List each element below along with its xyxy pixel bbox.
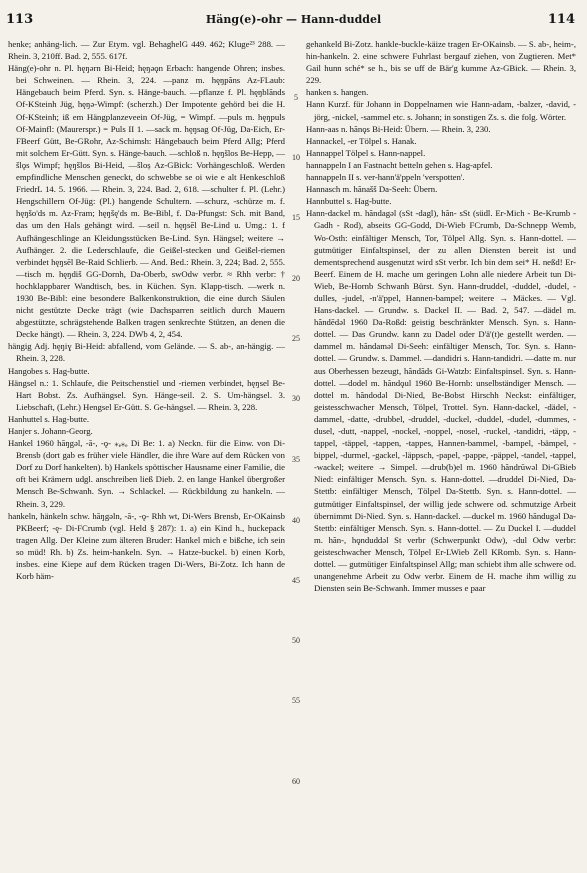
- page-number-left: 113: [6, 12, 34, 27]
- entry-paragraph: Hann-dackel m. hãndagǝl (sSt -dagl), hãn- sSt (südl. Er-Mich - Be-Krumb - Gadh - Rod), abseits GG-Godd, Di-Wieb FCrumb, Da-Schnepp Wemb, Wo-Osth: einfältiger Mensch, Tor, Tölpel Allg. Syn. s. Hann-dottel. — gutmütiger Einfaltspinsel, der zu allen Diensten bereit ist und dementsprechend ausgenutzt wird sSt verbr. Ich bin dem sei* H. neßd! Er-Beerf. Einem de H. mache um geringen Lohn alle niedere Arbeit tun Di-Wieb, Be-Hornb Schwanh Bürst. Syn. Hann-druddel, -duddel, -dudel, -dulles, -judel, -n'ä'ppel, Hannen-bampel; weitere → Mäckes. — Vgl. Hans-dackel. — Grundw. s. Dackel II. — Bad. 2, 547. —dädel m. hãndēdǝl 1960 Da-Roßd: geistig beschränkter Mensch. Syn. s. Hann-dottel. — Das Grundw. kann zu Dadel oder D'ä'(t)e gestellt werden. —dammel m. hãndamǝl Di-Seeh: einfältiger Mensch, Tor. Syn. s. Hann-dottel. — Grundw. s. Dammel. —dandidri s. Hann-tandidri. —datte m. nur aus Oberhessen bezeugt, hãndãds Gi-Watzb: Einfaltspinsel. Syn. s. Hann-dottel. —dodel m. hãndǫul 1960 Be-Hornb: unselbständiger Mensch. —dottel m. hãndodǝl Di-Nied, Be-Bobst Hirschh Neckst: einfältiger, geistesschwacher Mensch, Tölpel, Trottel. Syn. Hann-dackel, -dädel, -dammel, -datte, -drubbel, -druddel, -duckel, -duddel, -dudel, -dummes, -dusel, -dutt, -nappel, -nockel, -noppel, -nosel, -ruckel, -tandidri, -täpp, -tappel, -täppel, -tappen, -tappes, Hannen-bammel, -bampel, -bämpel, -bippel, -durmel, -gackel, -läppsch, -papel, -pappe, -päppel, -tandel, -tappel, -wackel; weitere → Simpel. —drub(b)el m. 1960 hãndrūwǝl Di-GBieb Nied: einfältiger Mensch. Syn. s. Hann-dottel. —druddel Di-Nied, Da-Stettb: einfältiger Mensch, Tölpel Da-Stettb. Syn. s. Hann-dottel. — gutmütiger Einfaltspinsel, der willig jede schwere od. schmutzige Arbeit übernimmt Di-Nied. Syn. s. Hann-dackel. —duckel m. 1960 hãndugǝl Da-Stettb: einfältiger Mensch. Syn. s. Hann-dottel. — Zu Duckel I. —duddel m. hãn-, hǫnduddǝl St verbr (Schwerpunkt Odw), -dul Odw verbr: geisteschwacher Mensch, Tölpel Er-LWieb Zell KRomb. Syn. s. Hann-dottel. — gutmütiger Einfaltspinsel Allg; man schiebt ihm alle schwere od. unangenehme Arbeit zu Odw verbr. Einem de H. mache ihm willig zu Diensten sein Be-Schwanh. Immer musses e paar: [306, 208, 576, 594]
- line-number: 50: [292, 636, 300, 645]
- entry-paragraph: hannappeln I an Fastnacht betteln gehen s. Hag-apfel.: [306, 159, 493, 170]
- entry-paragraph: Häng(e)-ohr n. Pl. hęŋərn Bi-Heid; hęŋəǫn Erbach: hangende Ohren; insbes. bei Schweinen. — Rhein. 3, 224. —panz m. hęŋpãns Az-FLaub: Hängebauch beim Pferd. Syn. s. Hänge-bauch. —pflanze f. Pl. hęŋblãnds Of-KSteinh Jüg, hęŋə-Wimpf: (scherzh.) Der Impotente gehörd bei die H. Of-KSteinh; iß em Hängplanzeveein Of-Jüg, = Wimpf. —puls m. hęŋpuls Of-Mainfl: (Maurerspr.) = Puls II 1. —sack m. hęŋsag Of-Jüg, Da-Eich, Er-FBeerf Gütt, Be-GRohr, Az-Schimsh: Hängebauch beim Pferd Allg; Pferd mit solchem Er-Gütt. Syn. s. Hänge-bauch. —schloß n. hęŋšlos Be-Hepp, —šlǫs Wimpf; hęŋšlos Bi-Heid, —šloș Az-GBick: Vorhängeschloß. Werden empfindliche Menschen geneckt, do schwebbe se oi wie e alt Henkeschloß FriedrL 14. 5. 1966. — Rhein. 3, 224. Bad. 2, 618. —schulter f. Pl. (Lehr.) Hengschillern Of-Jüg: (Pl.) hangende Schultern. —schurz, -schürze m. f. hęŋšo'ds m. Az-Fram; hęŋšę'ds m. Be-Bibl, f. Da-Pfungst: Sch. mit Band, das um den Hals gehängt wird. —seil n. hęŋsēl Be-Lind u. Umg.: 1. f Aufhängeschlinge an Kleidungsstücken Be-Lind. Syn. Hängsel; weitere → Aufhänger. 2. die Lederschlaufe, die Geißel-stecken und Geißel-riemen verbindet hęŋsēl Be-Raid Schlierb. — And. Bed.: Rhein. 3, 224; Bad. 2, 555. —tisch m. hęŋdiš GG-Dornh, Da-Oberb, swOdw verbr. ≈ Rhh verbr: † hochklappbarer Wandtisch, bes. in Küchen. Syn. Klapp-tisch. —werk n. 1930 Be-Bibl: eine besondere Balkenkonstruktion, die eine durch Säulen nicht gestützte Decke trägt (wie Dachsparren seitlich durch Mauern abgestützte, schrägstehende Balken tragen senkrechte Stützen, an denen die Decke hängt). — Rhein. 3, 224. DWb 4, 2, 454.: [8, 63, 285, 340]
- line-number: 10: [292, 153, 300, 162]
- entry-paragraph: Hanjer s. Johann-Georg.: [8, 426, 93, 436]
- line-number: 5: [294, 93, 298, 102]
- entry-paragraph: hängig Adj. hęŋiɣ Bi-Heid: abfallend, vom Gelände. — S. ab-, an-hängig. — Rhein. 3, 228.: [8, 341, 285, 364]
- running-head-title: Häng(e)-ohr — Hann-duddel: [205, 13, 382, 26]
- entry-paragraph: Hannbuttel s. Hag-butte.: [306, 196, 392, 207]
- line-number: 15: [292, 213, 300, 222]
- entry-paragraph: hannappeln II s. ver-hann'ä'ppeln 'verspotten'.: [306, 172, 465, 183]
- line-number: 45: [292, 576, 300, 585]
- entry-paragraph: Hangobes s. Hag-butte.: [8, 365, 90, 376]
- line-number: 55: [292, 696, 300, 705]
- line-number: 25: [292, 334, 300, 343]
- entry-paragraph: Hängsel n.: 1. Schlaufe, die Peitschenstiel und -riemen verbindet, hęŋsel Be-Hart Bobst. Zs. Aufhängsel. Syn. Hänge-seil. 2. S. Um-hängsel. 3. Liebschaft, (Lehr.) Hengsel Er-Gütt. S. Ge-hängsel. — Rhein. 3, 228.: [8, 377, 285, 412]
- line-number-gutter: [287, 38, 305, 863]
- running-header: [0, 12, 587, 32]
- entry-paragraph: Hannappel Tölpel s. Hann-nappel.: [306, 147, 426, 158]
- entry-paragraph: Hannackel, -er Tölpel s. Hanak.: [306, 135, 417, 146]
- entry-paragraph: Hann Kurzf. für Johann in Doppelnamen wie Hann-adam, -balzer, -david, -jörg, -nickel, -sammel etc. s. Johann; in sonstigen Zs. s. die folg. Wörter.: [306, 99, 576, 122]
- entry-paragraph: gehankeld Bi-Zotz. hankle-buckle-käize tragen Er-OKainsb. — S. ab-, heim-, hin-hankeln. 2. eine schwere Fuhrlast bergauf ziehen, von Zugtieren. Met* Gail hunn sché* se h., bis se uff de Bär'g kumme Az-GBick. — Rhein. 3, 229.: [306, 39, 576, 86]
- entry-paragraph: hanken s. hangen.: [306, 87, 369, 98]
- entry-paragraph: Hanhuttel s. Hag-butte.: [8, 413, 90, 424]
- entry-paragraph: Hankel 1960 hāŋgəl, -ā-, -ǫ- ⁎ₑ⁎ₑ Di Be: 1. a) Neckn. für die Einw. von Di-Brensb (dort gab es früher viele Händler, die ihre Ware auf dem Rücken von Dorf zu Dorf hankelten). b) Hankels spöttischer Hausname einer Familie, die oft bei Krämern udgl. anschreiben ließ Dieb. 2. en lange Hankel übergroßer Mensch Be-Schwanh. Syn. → Schlackel. — Rückbildung zu hankeln. — Rhein. 3, 229.: [8, 438, 285, 509]
- entry-paragraph: Hannasch m. hãnašš Da-Seeh: Übern.: [306, 184, 438, 195]
- line-number: 35: [292, 455, 300, 464]
- right-column: [306, 38, 576, 863]
- entry-paragraph: hankeln, hänkeln schw. hāŋgəln, -ā-, -ǫ- Rhh wt, Di-Wers Brensb, Er-OKainsb PKBeerf; -ę- Di-FCrumb (vgl. Held § 287): 1. a) ein Kind h., huckepack tragen Allg. Der Kleine zum älteren Bruder: Hankel mich e bißche, ich sein so müd! Rh. b) Zs. heim-hankeln. Syn. → Hatze-buckel. b) einen Korb, insbes. eine Kiepe auf dem Rücken tragen Di-Wers, Bi-Zotz. Ich hann de Korb häm-: [8, 510, 285, 582]
- entry-paragraph: Hann-aas n. hãnǫs Bi-Heid: Übern. — Rhein. 3, 230.: [306, 123, 491, 134]
- entry-paragraph: henke; anhäng-lich. — Zur Etym. vgl. BehaghelG 449. 462; Kluge²³ 288. — Rhein. 3, 210ff. Bad. 2, 555. 617f.: [8, 39, 285, 62]
- page-number-right: 114: [547, 12, 575, 27]
- left-column: [8, 38, 285, 863]
- line-number: 30: [292, 394, 300, 403]
- line-number: 60: [292, 777, 300, 786]
- line-number: 40: [292, 516, 300, 525]
- line-number: 20: [292, 274, 300, 283]
